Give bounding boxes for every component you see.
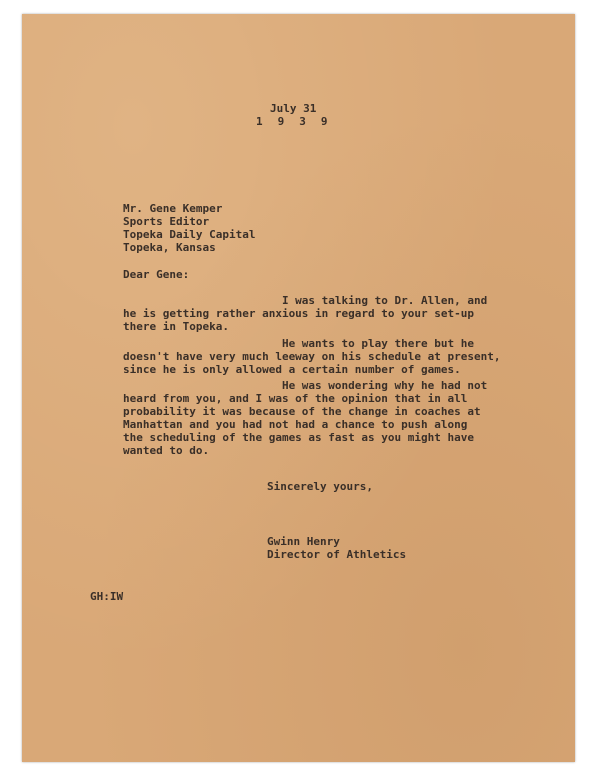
paragraph-line: He wants to play there but he [123, 337, 474, 350]
letter-page [22, 14, 575, 762]
paragraph-line: wanted to do. [123, 444, 210, 457]
paragraph-line: Manhattan and you had not had a chance to push along [123, 418, 468, 431]
year-line: 1939 [256, 115, 343, 128]
paragraph-line: since he is only allowed a certain number of games. [123, 363, 461, 376]
paragraph-line: doesn't have very much leeway on his schedule at present, [123, 350, 501, 363]
salutation: Dear Gene: [123, 268, 190, 281]
paragraph-line: there in Topeka. [123, 320, 229, 333]
date-line: July 31 [270, 102, 317, 115]
recipient-organization: Topeka Daily Capital [123, 228, 256, 241]
paragraph-line: He was wondering why he had not [123, 379, 488, 392]
recipient-title: Sports Editor [123, 215, 210, 228]
closing: Sincerely yours, [267, 480, 373, 493]
body-paragraph-3 [123, 379, 543, 483]
reference-initials: GH:IW [90, 590, 124, 603]
paragraph-line: I was talking to Dr. Allen, and [123, 294, 488, 307]
paragraph-line: probability it was because of the change in coaches at [123, 405, 481, 418]
paragraph-line: heard from you, and I was of the opinion that in all [123, 392, 468, 405]
paragraph-line: the scheduling of the games as fast as you might have [123, 431, 474, 444]
paragraph-line: he is getting rather anxious in regard to your set-up [123, 307, 474, 320]
recipient-location: Topeka, Kansas [123, 241, 216, 254]
signature-title: Director of Athletics [267, 548, 407, 561]
recipient-name: Mr. Gene Kemper [123, 202, 223, 215]
signature-name: Gwinn Henry [267, 535, 340, 548]
